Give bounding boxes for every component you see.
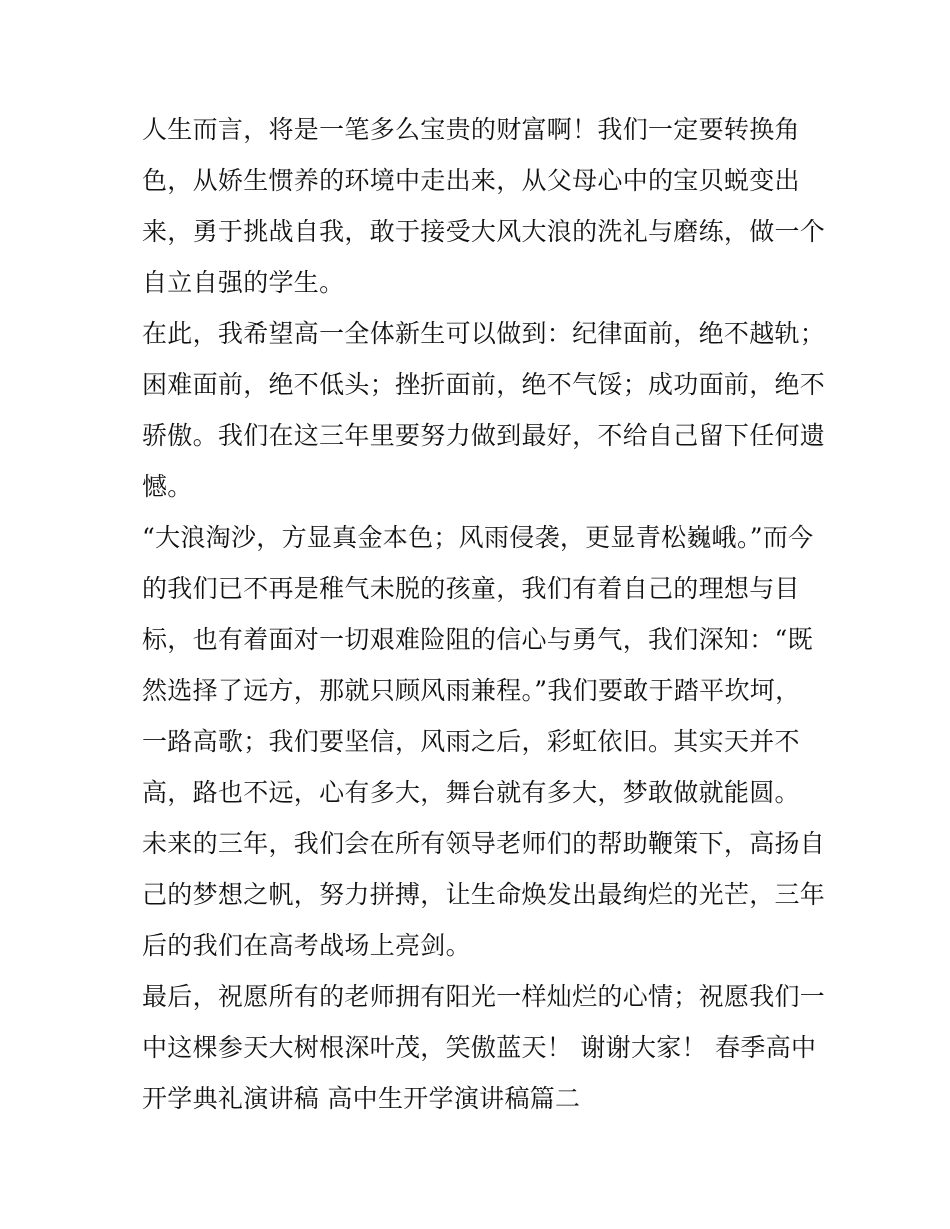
text-line: 己的梦想之帆，努力拼搏，让生命焕发出最绚烂的光芒，三年 — [142, 880, 826, 909]
text-line: 开学典礼演讲稿 高中生开学演讲稿篇二 — [142, 1084, 581, 1113]
text-line: 在此，我希望高一全体新生可以做到：纪律面前，绝不越轨； — [142, 319, 826, 348]
text-line: 最后，祝愿所有的老师拥有阳光一样灿烂的心情；祝愿我们一 — [142, 982, 826, 1011]
text-line: 人生而言，将是一笔多么宝贵的财富啊！我们一定要转换角 — [142, 115, 800, 144]
text-line: 标，也有着面对一切艰难险阻的信心与勇气，我们深知：“既 — [142, 625, 813, 654]
text-line: 然选择了远方，那就只顾风雨兼程。”我们要敢于踏平坎坷， — [142, 676, 801, 705]
document-body — [142, 104, 826, 1124]
text-line: 后的我们在高考战场上亮剑。 — [142, 931, 471, 960]
text-line: 来，勇于挑战自我，敢于接受大风大浪的洗礼与磨练，做一个 — [142, 217, 826, 246]
text-line: 自立自强的学生。 — [142, 268, 345, 297]
text-line: 一路高歌；我们要坚信，风雨之后，彩虹依旧。其实天并不 — [142, 727, 800, 756]
text-line: 色，从娇生惯养的环境中走出来，从父母心中的宝贝蜕变出 — [142, 166, 800, 195]
text-line: 憾。 — [142, 472, 193, 501]
text-line: 中这棵参天大树根深叶茂，笑傲蓝天！ 谢谢大家！ 春季高中 — [142, 1033, 817, 1062]
text-line: 高，路也不远，心有多大，舞台就有多大，梦敢做就能圆。 — [142, 778, 800, 807]
text-line: “大浪淘沙，方显真金本色；风雨侵袭，更显青松巍峨。”而今 — [142, 523, 814, 552]
text-line: 骄傲。我们在这三年里要努力做到最好，不给自己留下任何遗 — [142, 421, 826, 450]
text-line: 困难面前，绝不低头；挫折面前，绝不气馁；成功面前，绝不 — [142, 370, 826, 399]
text-line: 的我们已不再是稚气未脱的孩童，我们有着自己的理想与目 — [142, 574, 800, 603]
text-line: 未来的三年，我们会在所有领导老师们的帮助鞭策下，高扬自 — [142, 829, 826, 858]
